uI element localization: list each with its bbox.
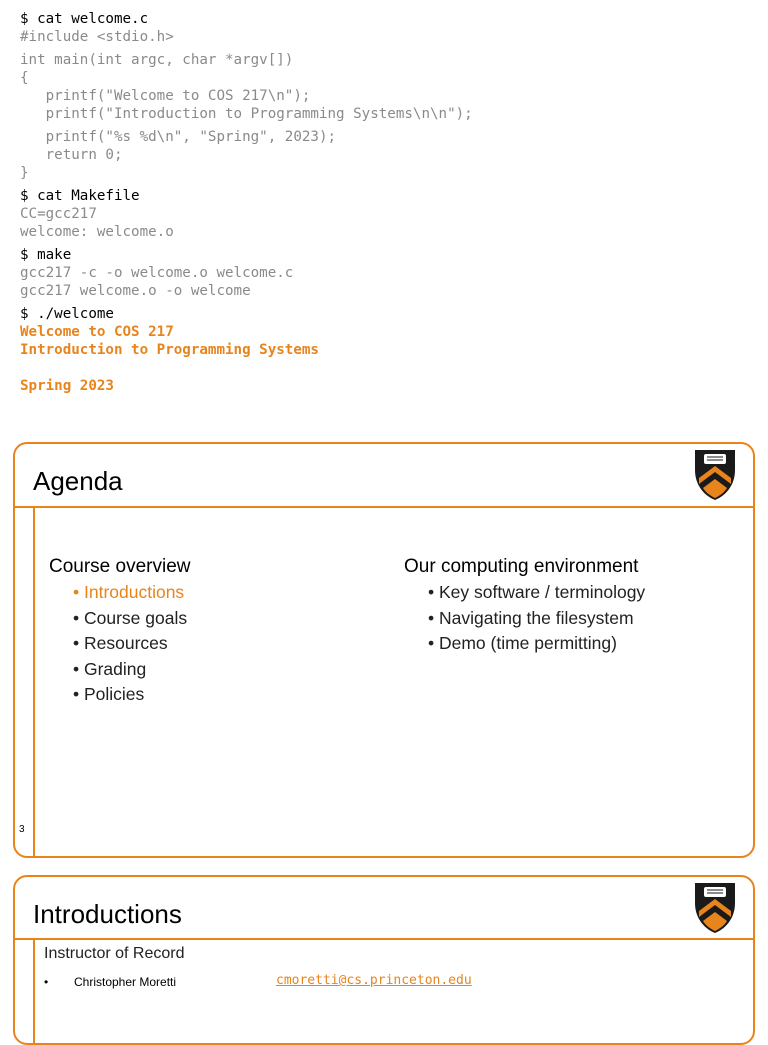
course-overview-list [73,580,187,708]
introductions-left-rule [33,938,35,1043]
instructor-name: Christopher Moretti [74,975,177,989]
terminal-line-code: gcc217 welcome.o -o welcome [20,283,251,299]
terminal-line-code: printf("Introduction to Programming Systems\n\n"); [20,106,473,122]
agenda-list-item: • Resources [73,633,168,653]
terminal-line-cmd: $ ./welcome [20,306,114,322]
introductions-title: Introductions [33,899,182,929]
terminal-line-code: printf("Welcome to COS 217\n"); [20,88,311,104]
agenda-list-item: • Introductions [73,582,185,602]
instructor-of-record-label: Instructor of Record [44,945,185,962]
terminal-line-code: #include <stdio.h> [20,29,174,45]
terminal-line-code: int main(int argc, char *argv[]) [20,52,294,68]
princeton-shield-icon [693,448,737,502]
terminal-line-out: Introduction to Programming Systems [20,342,319,358]
instructor-email-link[interactable]: cmoretti@cs.princeton.edu [276,973,472,988]
agenda-list-item: • Demo (time permitting) [428,633,617,653]
agenda-title: Agenda [33,466,123,496]
terminal-line-cmd: $ make [20,247,72,263]
terminal-line-code: gcc217 -c -o welcome.o welcome.c [20,265,294,281]
introductions-slide [13,875,755,1045]
instructor-bullet: • [44,975,49,989]
computing-environment-heading: Our computing environment [404,556,639,577]
terminal-line-code: printf("%s %d\n", "Spring", 2023); [20,129,337,145]
agenda-list-item: • Course goals [73,607,188,628]
agenda-left-rule [33,506,35,856]
agenda-list-item: • Navigating the filesystem [428,607,634,628]
princeton-shield-icon [693,881,737,935]
terminal-line-out: Spring 2023 [20,378,114,394]
course-overview-heading: Course overview [49,556,191,577]
terminal-line-cmd: $ cat Makefile [20,188,140,204]
agenda-list-item: • Grading [73,658,147,679]
terminal-transcript [20,10,760,395]
agenda-slide [13,442,755,858]
terminal-line-code: welcome: welcome.o [20,224,174,240]
terminal-line-code: CC=gcc217 [20,206,97,222]
terminal-line-out: Welcome to COS 217 [20,324,174,340]
terminal-line-code: return 0; [20,147,123,163]
terminal-line-out [20,359,760,377]
terminal-line-code: { [20,70,29,86]
terminal-line-cmd: $ cat welcome.c [20,11,149,27]
agenda-list-item: • Key software / terminology [428,582,646,602]
page-number: 3 [19,824,25,835]
computing-environment-list [428,580,645,657]
agenda-list-item: • Policies [73,684,145,704]
terminal-line-code: } [20,165,29,181]
agenda-header-bar [15,444,753,508]
